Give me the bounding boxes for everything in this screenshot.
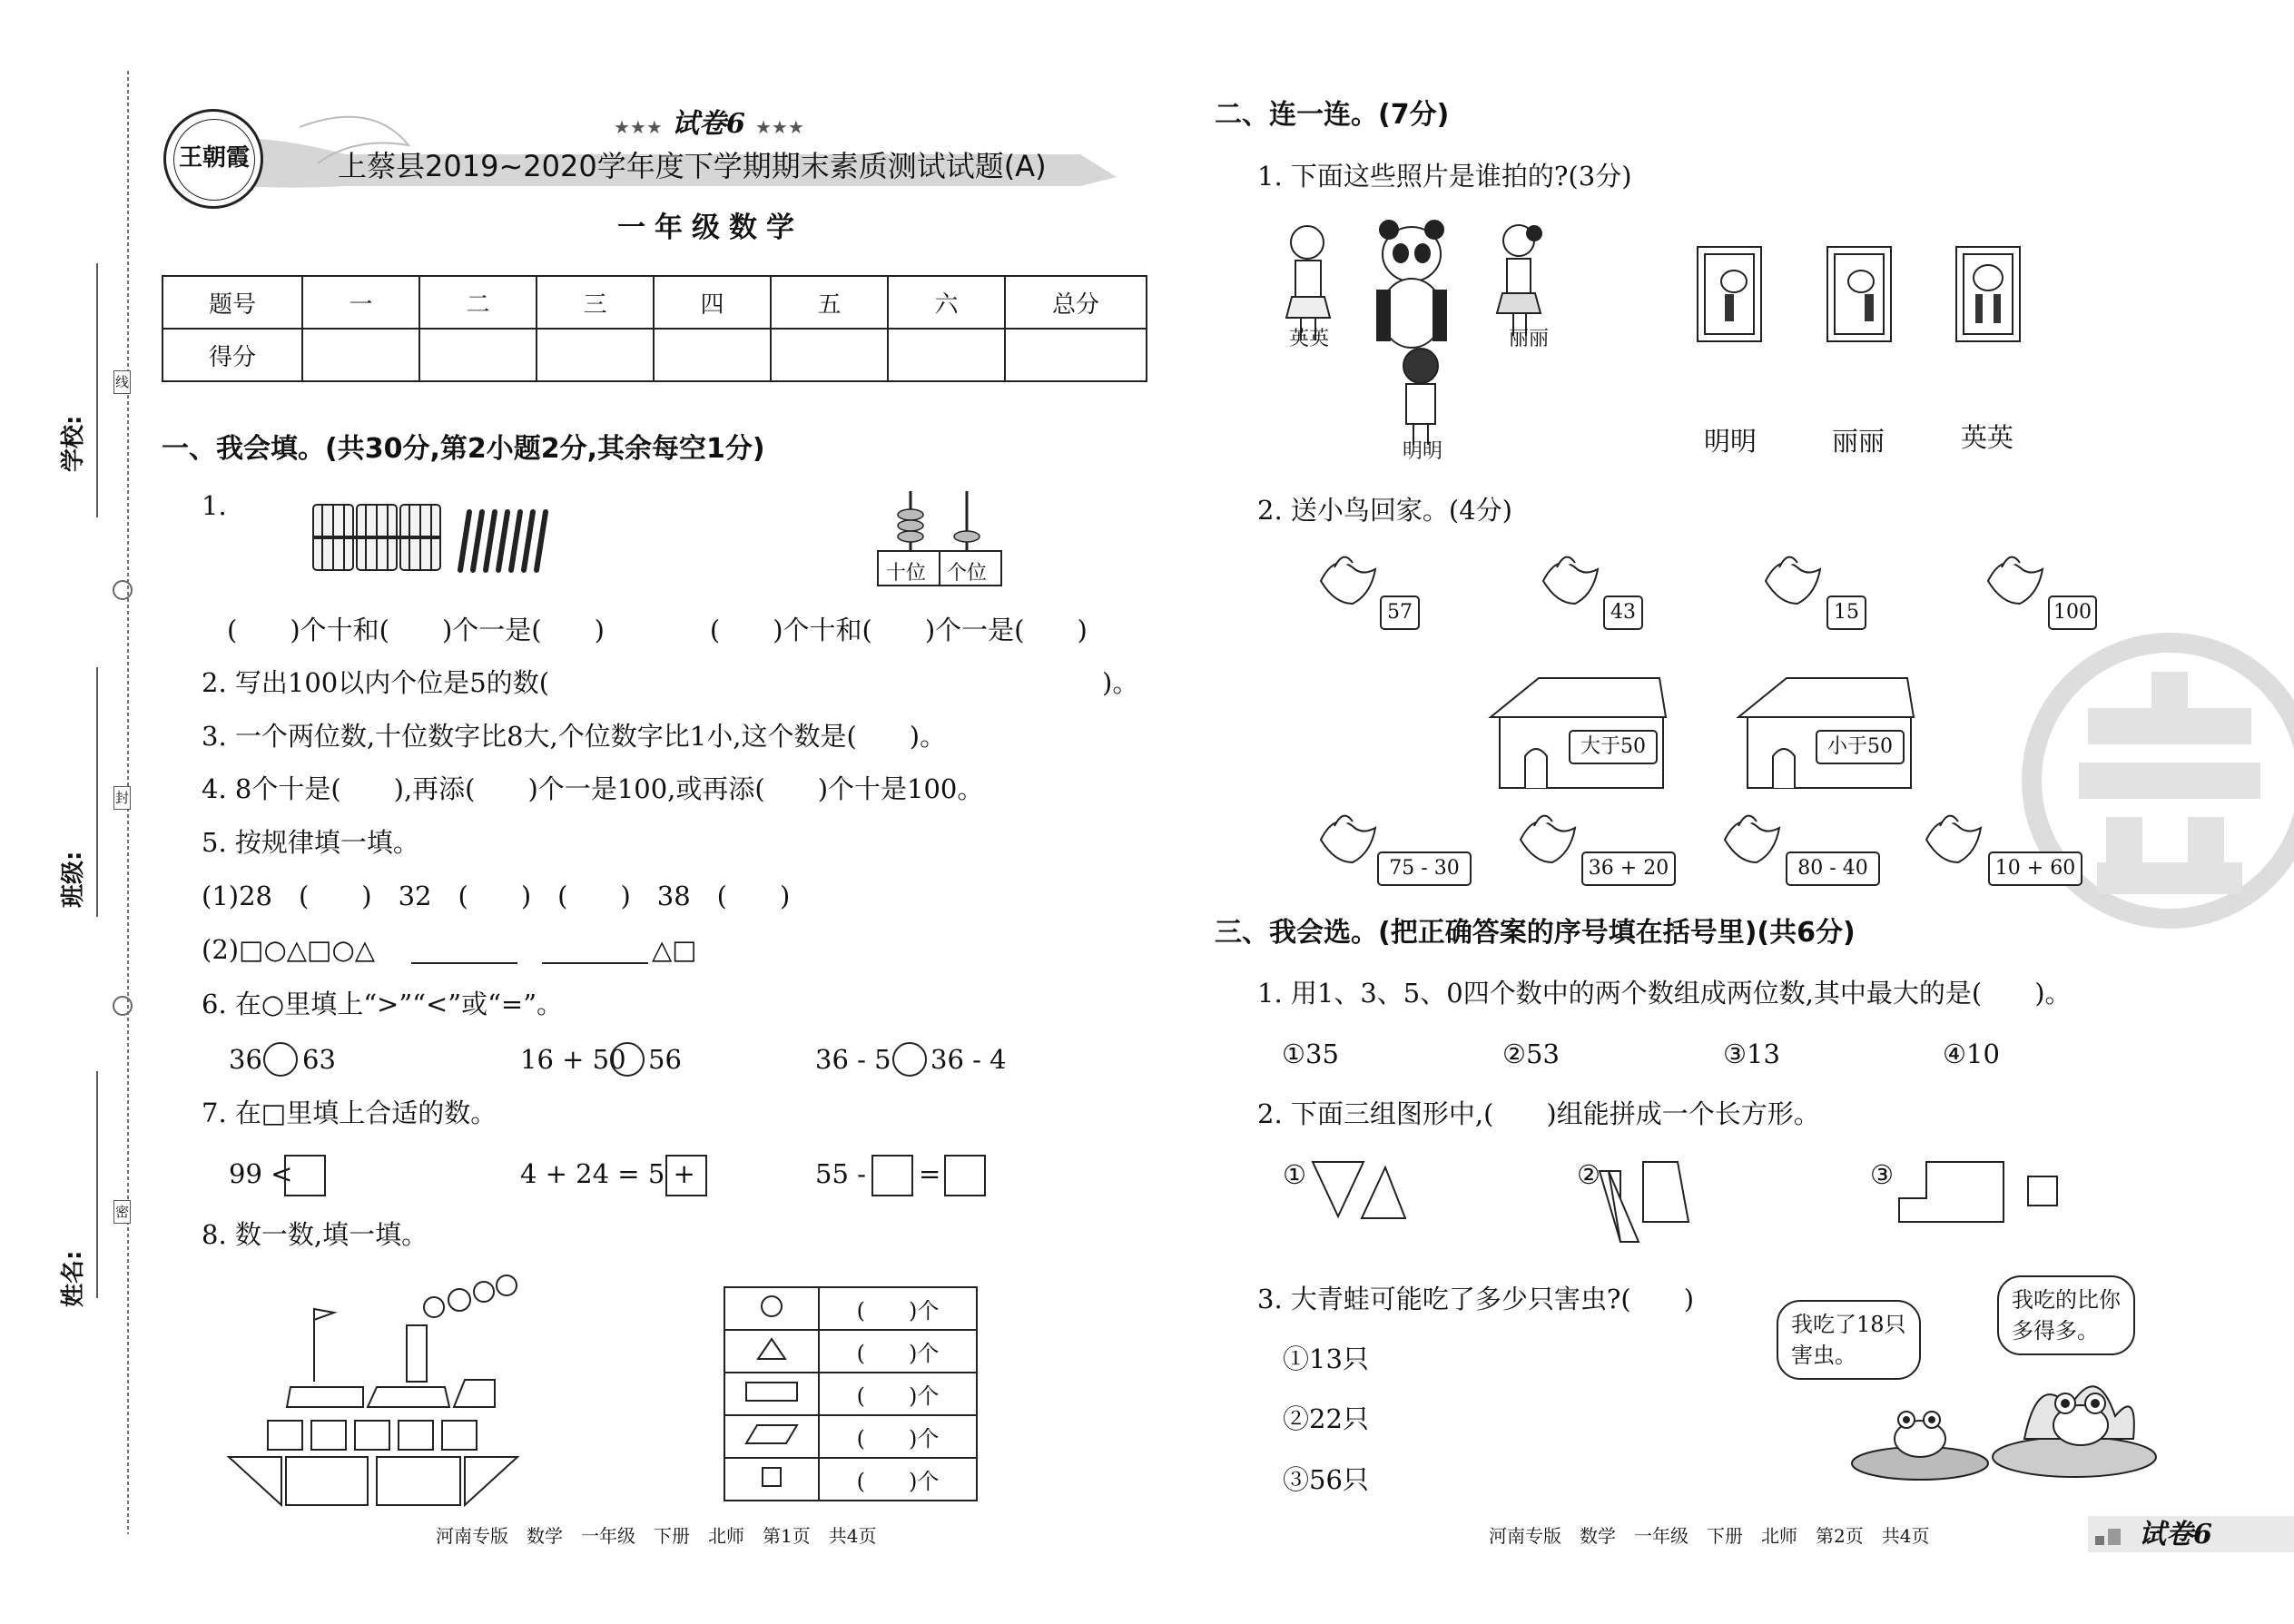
score-input[interactable] — [771, 329, 888, 381]
triangle-shape-icon — [724, 1330, 819, 1373]
s3-q2-option-b[interactable]: ② — [1577, 1159, 1600, 1190]
name-label: 姓名: — [60, 1250, 87, 1307]
s2-q2-text: 2. 送小鸟回家。(4分) — [1257, 495, 1512, 526]
section3-title: 三、我会选。(把正确答案的序号填在括号里)(共6分) — [1215, 917, 1856, 949]
q6-a-right: 63 — [302, 1044, 336, 1075]
score-input[interactable] — [537, 329, 654, 381]
person-yingying: 英英 — [1289, 328, 1330, 350]
section2-title: 二、连一连。(7分) — [1215, 99, 1450, 131]
count-answer[interactable]: ( )个 — [819, 1287, 977, 1330]
s3-q3-text: 3. 大青蛙可能吃了多少只害虫?( ) — [1257, 1284, 1695, 1314]
q7-equals: = — [919, 1158, 941, 1189]
q5-text: 5. 按规律填一填。 — [202, 827, 419, 858]
photo-name-mingming: 明明 — [1704, 426, 1757, 457]
score-table — [162, 275, 1147, 382]
small-frog-bubble — [1777, 1300, 1921, 1380]
count-answer[interactable]: ( )个 — [819, 1458, 977, 1501]
series-stars-left: ★★★ — [614, 116, 663, 138]
q7-text: 7. 在□里填上合适的数。 — [202, 1097, 497, 1128]
score-cell: 得分 — [162, 329, 302, 381]
circle-shape-icon — [724, 1287, 819, 1330]
count-answer[interactable]: ( )个 — [819, 1415, 977, 1458]
q6-c-right: 36 - 4 — [930, 1044, 1007, 1075]
photo-frames — [1696, 243, 2041, 352]
count-row — [724, 1373, 977, 1415]
score-input[interactable] — [302, 329, 419, 381]
q7-box-2[interactable] — [665, 1155, 707, 1196]
count-answer[interactable]: ( )个 — [819, 1330, 977, 1373]
s3-q2-text: 2. 下面三组图形中,( )组能拼成一个长方形。 — [1257, 1098, 1820, 1129]
count-row — [724, 1458, 977, 1501]
q6-b-right: 56 — [648, 1044, 682, 1075]
s3-q2-option-c[interactable]: ③ — [1870, 1159, 1894, 1190]
footer-right: 河南专版 数学 一年级 下册 北师 第2页 共4页 — [1489, 1525, 1930, 1547]
q6-a-left: 36 — [229, 1044, 262, 1075]
photo-name-lili: 丽丽 — [1832, 426, 1885, 457]
score-input[interactable] — [654, 329, 771, 381]
q6-circle-3[interactable] — [892, 1042, 927, 1077]
s3-q2-option-a[interactable]: ① — [1283, 1159, 1306, 1190]
bird-label[interactable]: 36 + 20 — [1581, 851, 1676, 886]
series-label: 试卷6 — [672, 108, 745, 140]
score-cell: 六 — [888, 276, 1005, 329]
q6-c-left: 36 - 5 — [815, 1044, 891, 1075]
q6-b-left: 16 + 50 — [520, 1044, 626, 1075]
s3-q3-option-a[interactable]: ①13只 — [1283, 1343, 1369, 1374]
score-cell: 总分 — [1005, 276, 1147, 329]
q3-text: 3. 一个两位数,十位数字比8大,个位数字比1小,这个数是( )。 — [202, 721, 947, 752]
q7-a-text: 99 < — [229, 1158, 293, 1189]
footer-left: 河南专版 数学 一年级 下册 北师 第1页 共4页 — [436, 1525, 877, 1547]
bird-label[interactable]: 10 + 60 — [1988, 851, 2082, 886]
house-label-greater[interactable]: 大于50 — [1569, 730, 1658, 764]
score-value-row — [162, 329, 1147, 381]
score-cell: 二 — [419, 276, 537, 329]
bird-label[interactable]: 100 — [2048, 595, 2097, 630]
binding-mark-xian: 线 — [113, 370, 131, 394]
count-row — [724, 1415, 977, 1458]
binding-mark-feng: 封 — [113, 786, 131, 810]
parallelogram-shape-icon — [724, 1415, 819, 1458]
s2-q1-text: 1. 下面这些照片是谁拍的?(3分) — [1257, 161, 1632, 192]
logo — [163, 109, 263, 209]
rectangle-shape-icon — [724, 1373, 819, 1415]
school-label: 学校: — [60, 415, 87, 472]
score-cell: 四 — [654, 276, 771, 329]
s3-q1-option-c[interactable]: ③13 — [1723, 1038, 1780, 1069]
score-header-row — [162, 276, 1147, 329]
q7-box-1[interactable] — [284, 1155, 326, 1196]
corner-tab — [2088, 1516, 2294, 1552]
q6-text: 6. 在○里填上“>”“<”或“=”。 — [202, 989, 564, 1019]
q7-box-4[interactable] — [944, 1155, 986, 1196]
house-label-less[interactable]: 小于50 — [1816, 730, 1905, 764]
score-cell: 五 — [771, 276, 888, 329]
abacus-ones-label: 个位 — [947, 562, 988, 585]
s3-q3-option-c[interactable]: ③56只 — [1283, 1464, 1369, 1495]
class-label: 班级: — [60, 851, 87, 908]
score-input[interactable] — [1005, 329, 1147, 381]
q5-part2-end: △□ — [652, 934, 697, 965]
q5-blank-2[interactable] — [542, 962, 648, 964]
binding-mark-mi: 密 — [113, 1200, 131, 1224]
score-cell: 一 — [302, 276, 419, 329]
bird-label[interactable]: 43 — [1603, 595, 1643, 630]
score-cell: 三 — [537, 276, 654, 329]
person-mingming: 明明 — [1403, 440, 1443, 463]
bird-label[interactable]: 15 — [1826, 595, 1866, 630]
count-row — [724, 1330, 977, 1373]
s3-q1-text: 1. 用1、3、5、0四个数中的两个数组成两位数,其中最大的是( )。 — [1257, 978, 2072, 1009]
q5-blank-1[interactable] — [411, 962, 517, 964]
q8-text: 8. 数一数,填一填。 — [202, 1219, 428, 1250]
q2-text: 2. 写出100以内个位是5的数( )。 — [202, 667, 1139, 698]
q5-part2-sequence: (2)□○△□○△ — [202, 934, 376, 965]
q7-c-text: 55 - — [815, 1158, 866, 1189]
shape-ship-illustration — [227, 1271, 572, 1525]
logo-text: 王朝霞 — [179, 144, 251, 172]
q1-number: 1. — [202, 490, 227, 521]
q4-text: 4. 8个十是( ),再添( )个一是100,或再添( )个十是100。 — [202, 773, 984, 804]
square-shape-icon — [724, 1458, 819, 1501]
score-input[interactable] — [419, 329, 537, 381]
q6-circle-2[interactable] — [610, 1042, 645, 1077]
s3-q1-option-d[interactable]: ④10 — [1943, 1038, 2000, 1069]
score-input[interactable] — [888, 329, 1005, 381]
subject-title: 一年级数学 — [617, 212, 803, 244]
big-frog-bubble-text: 我吃的比你 多得多。 — [2012, 1287, 2121, 1343]
s3-q1-option-b[interactable]: ②53 — [1502, 1038, 1560, 1069]
person-lili: 丽丽 — [1509, 328, 1550, 350]
small-frog-bubble-text: 我吃了18只 害虫。 — [1791, 1312, 1906, 1368]
big-frog-bubble — [1997, 1275, 2135, 1355]
q6-circle-1[interactable] — [263, 1042, 298, 1077]
bird-label[interactable]: 75 - 30 — [1377, 851, 1472, 886]
score-cell: 题号 — [162, 276, 302, 329]
q1-answer-line[interactable]: ( )个十和( )个一是( ) ( )个十和( )个一是( ) — [227, 615, 1088, 645]
count-row — [724, 1287, 977, 1330]
bird-label[interactable]: 57 — [1380, 595, 1420, 630]
s3-q1-option-a[interactable]: ①35 — [1282, 1038, 1339, 1069]
corner-label: 试卷6 — [2139, 1519, 2212, 1550]
q5-part1[interactable]: (1)28 ( ) 32 ( ) ( ) 38 ( ) — [202, 881, 791, 911]
section1-title: 一、我会填。(共30分,第2小题2分,其余每空1分) — [162, 433, 765, 465]
q7-box-3[interactable] — [871, 1155, 913, 1196]
series-stars-right: ★★★ — [755, 116, 804, 138]
abacus-tens-label: 十位 — [886, 562, 927, 585]
stick-bundles-illustration — [304, 492, 576, 583]
bird-label[interactable]: 80 - 40 — [1786, 851, 1880, 886]
q7-b-text: 4 + 24 = 5 + — [520, 1158, 695, 1189]
s3-q3-option-b[interactable]: ②22只 — [1283, 1403, 1369, 1434]
exam-title: 上蔡县2019~2020学年度下学期期末素质测试试题(A) — [338, 149, 1047, 183]
count-table — [724, 1286, 978, 1501]
count-answer[interactable]: ( )个 — [819, 1373, 977, 1415]
photo-name-yingying: 英英 — [1961, 422, 2014, 453]
shape-groups-illustration — [1307, 1153, 2215, 1235]
